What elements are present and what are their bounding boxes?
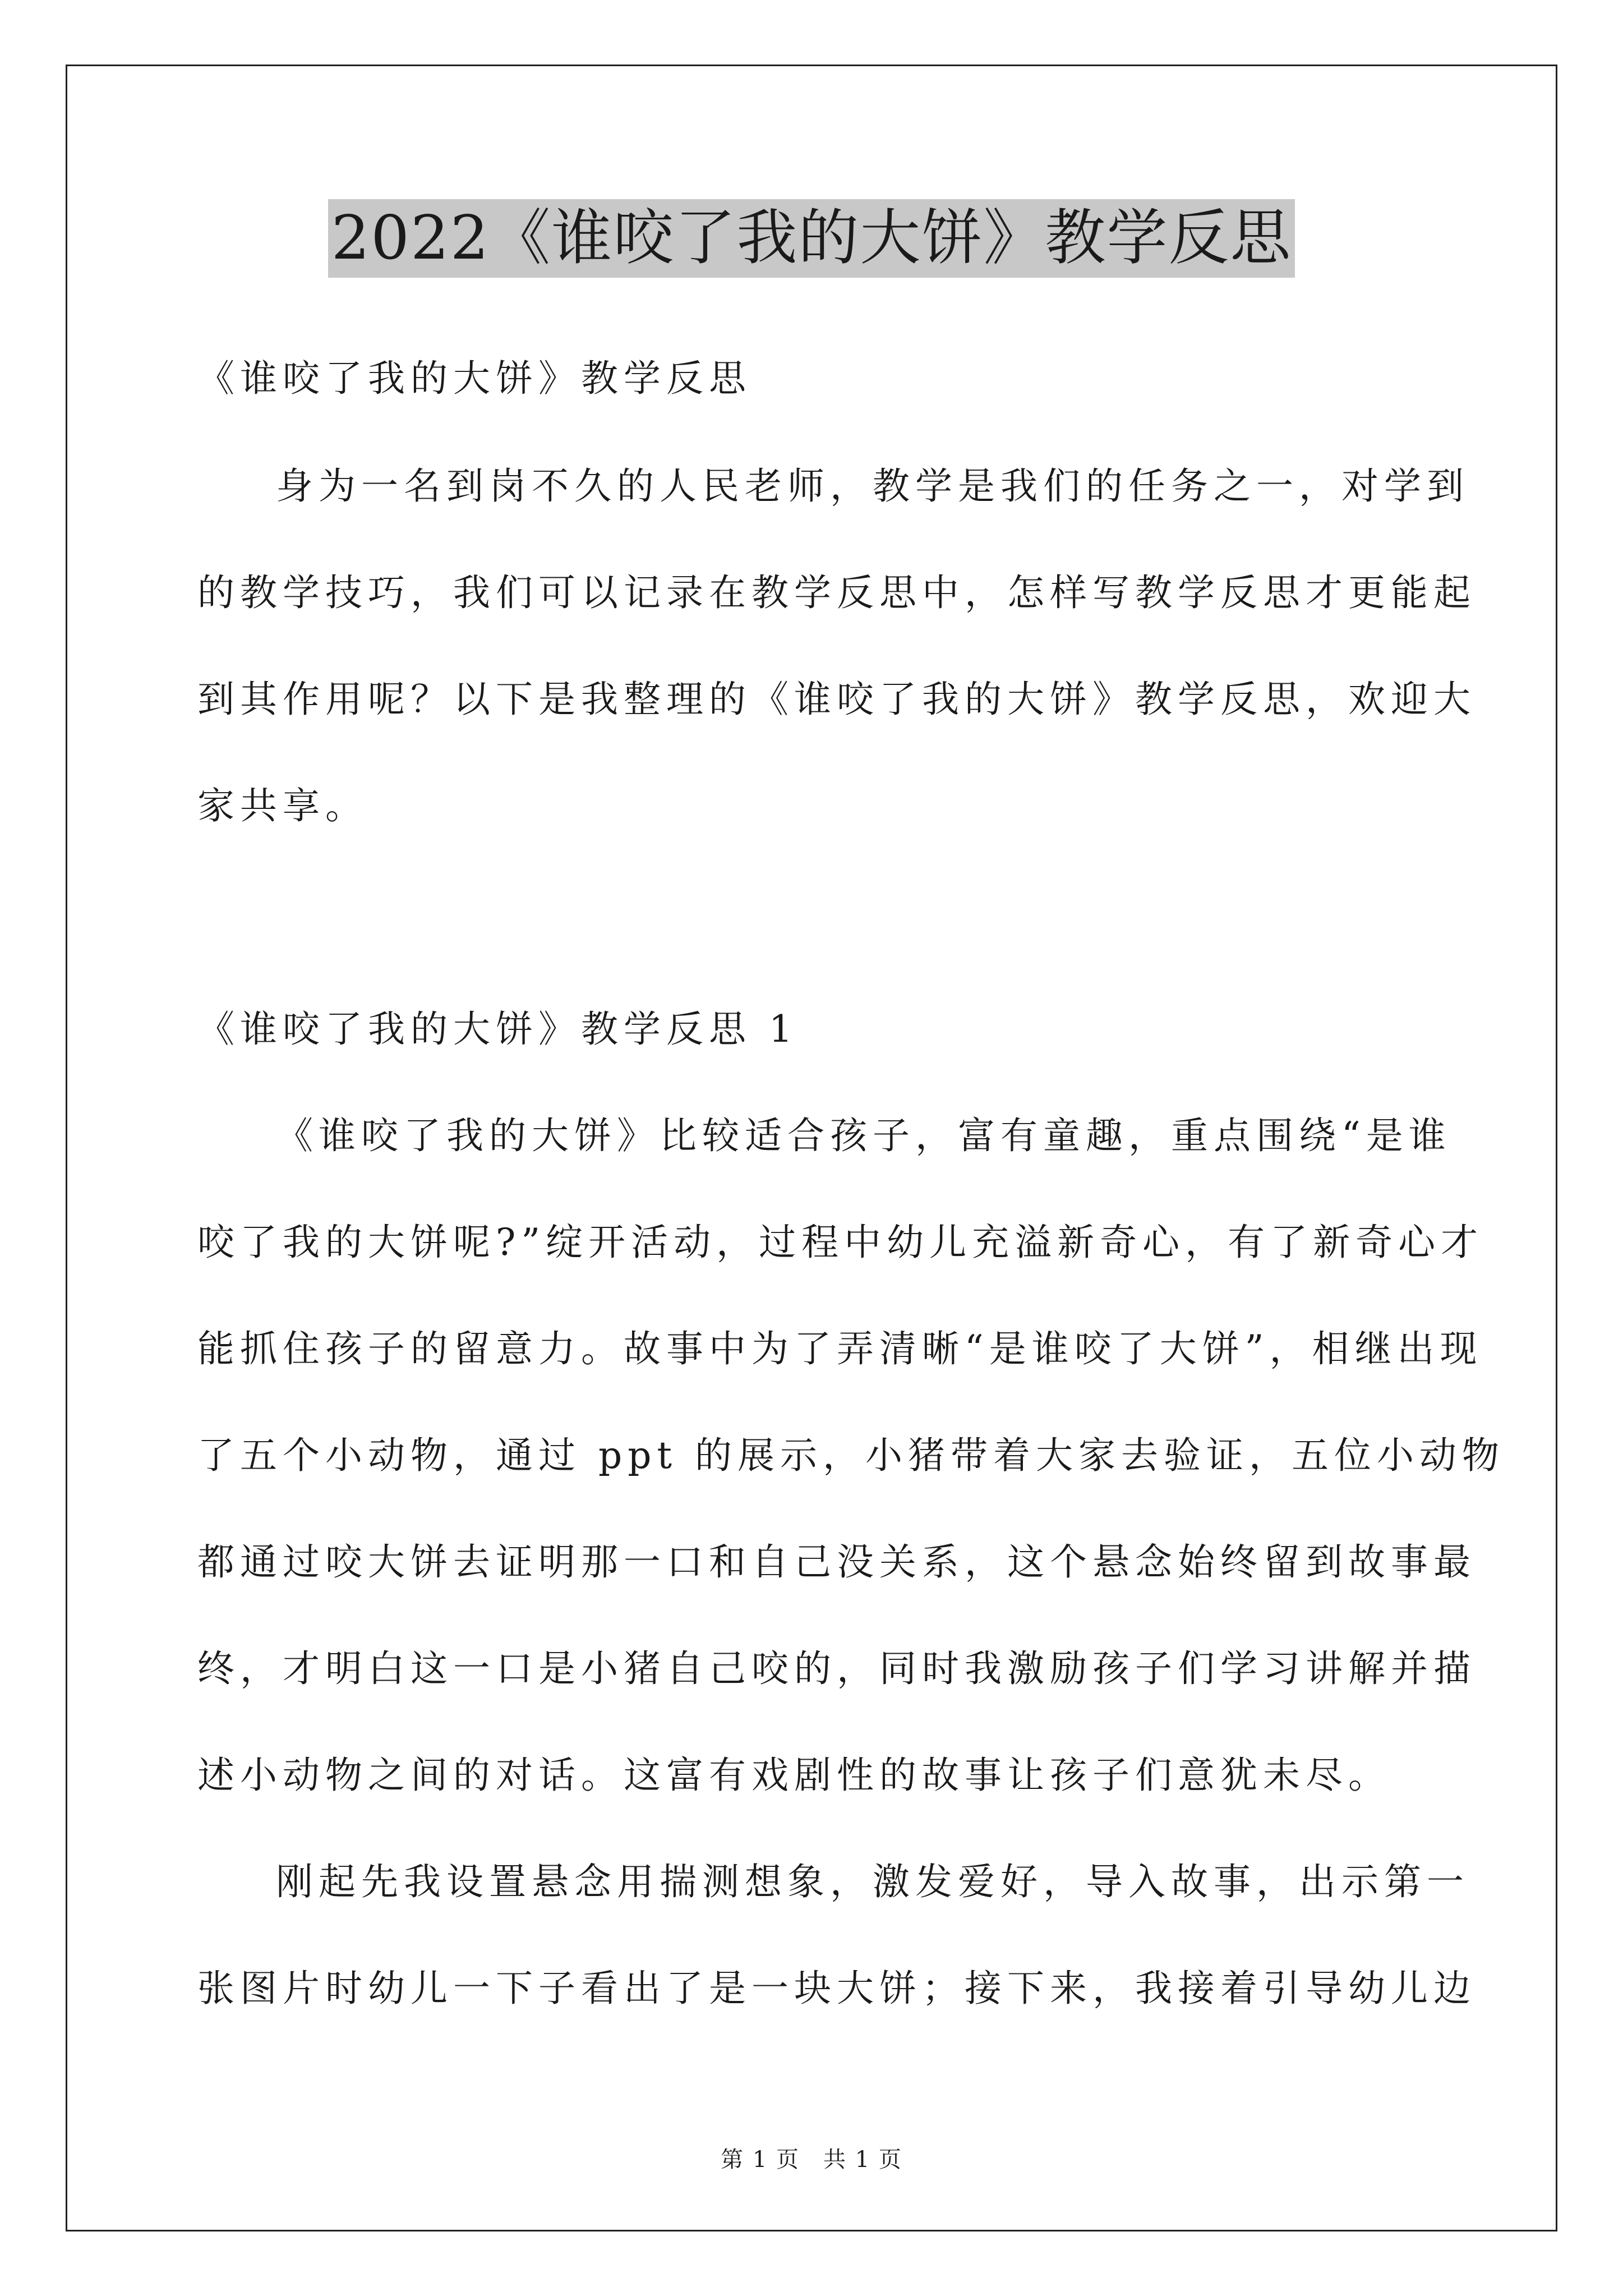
title-container [0,199,1623,278]
paragraph-line: 《谁咬了我的大饼》比较适合孩子，富有童趣，重点围绕“是谁 [276,1114,1451,1157]
paragraph-line: 能抓住孩子的留意力。故事中为了弄清晰“是谁咬了大饼”，相继出现 [197,1327,1483,1370]
document-title: 2022《谁咬了我的大饼》教学反思 [328,199,1295,278]
paragraph-line: 张图片时幼儿一下子看出了是一块大饼；接下来，我接着引导幼儿边 [197,1967,1476,2010]
paragraph-line: 终，才明白这一口是小猪自己咬的，同时我激励孩子们学习讲解并描 [197,1647,1476,1690]
intro-line: 的教学技巧，我们可以记录在教学反思中，怎样写教学反思才更能起 [197,571,1476,614]
paragraph-line: 咬了我的大饼呢?”绽开活动，过程中幼儿充溢新奇心，有了新奇心才 [197,1221,1484,1264]
intro-line: 到其作用呢？以下是我整理的《谁咬了我的大饼》教学反思，欢迎大 [197,678,1476,721]
subtitle: 《谁咬了我的大饼》教学反思 [197,357,751,400]
intro-line: 身为一名到岗不久的人民老师，教学是我们的任务之一，对学到 [276,464,1469,508]
paragraph-line: 刚起先我设置悬念用揣测想象，激发爱好，导入故事，出示第一 [276,1860,1469,1903]
intro-line: 家共享。 [197,784,368,827]
paragraph-line: 都通过咬大饼去证明那一口和自己没关系，这个悬念始终留到故事最 [197,1540,1476,1584]
page-footer: 第 1 页 共 1 页 [721,2147,902,2173]
paragraph-line: 了五个小动物，通过 ppt 的展示，小猪带着大家去验证，五位小动物 [197,1434,1505,1477]
paragraph-line: 述小动物之间的对话。这富有戏剧性的故事让孩子们意犹未尽。 [197,1754,1391,1797]
section-heading: 《谁咬了我的大饼》教学反思 1 [197,1007,798,1051]
